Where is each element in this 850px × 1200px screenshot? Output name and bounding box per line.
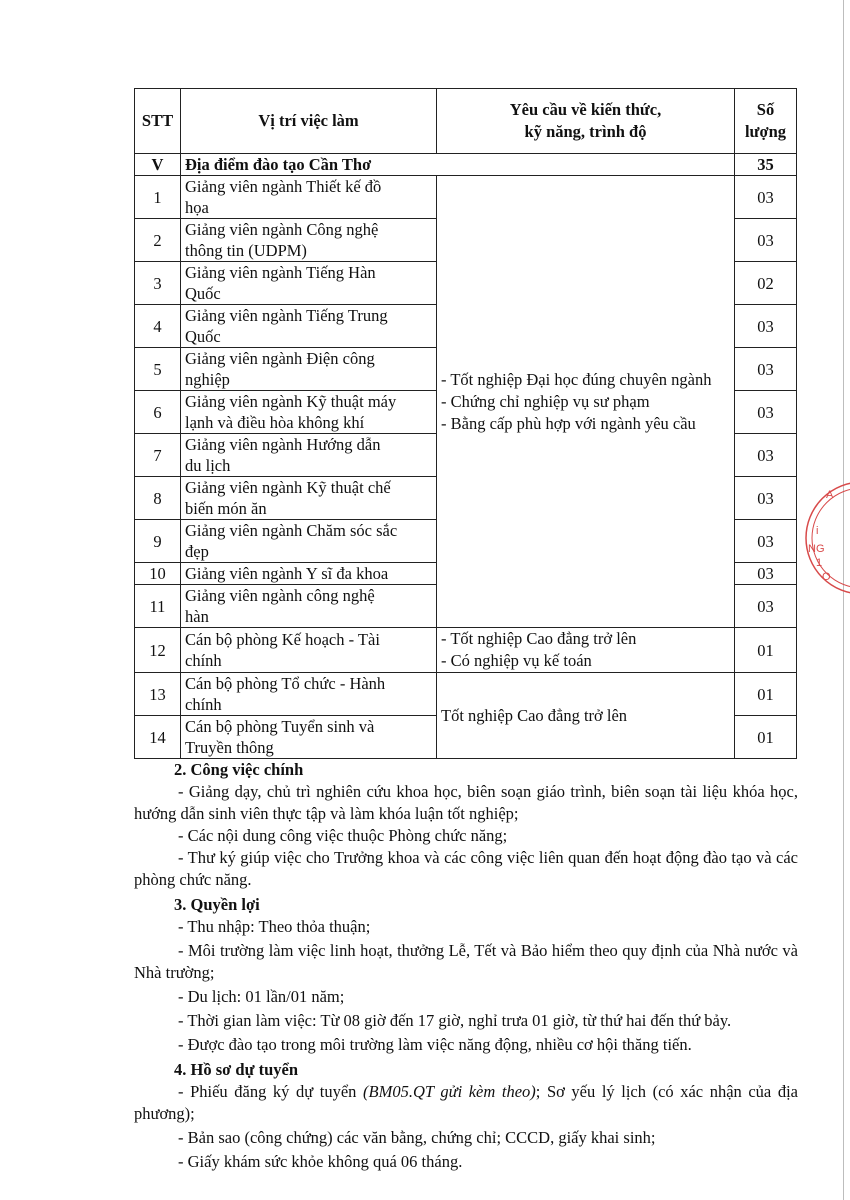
row-position	[181, 305, 437, 348]
row-stt: 5	[135, 348, 181, 391]
form-reference: (BM05.QT gửi kèm theo)	[363, 1082, 536, 1101]
position-line1: Giảng viên ngành Hướng dẫn	[185, 435, 381, 454]
row-quantity: 03	[735, 585, 797, 628]
requirement-line: - Tốt nghiệp Đại học đúng chuyên ngành	[441, 369, 712, 389]
position-line2: chính	[185, 695, 222, 714]
position-line2: thông tin (UDPM)	[185, 241, 307, 260]
document-item	[134, 1081, 798, 1125]
requirements-group-lecturers	[437, 176, 735, 628]
stamp-text-ng: NG	[808, 543, 825, 555]
row-quantity: 03	[735, 391, 797, 434]
table-row	[135, 673, 797, 716]
section-row	[135, 154, 797, 176]
stamp-text-one: 1	[816, 557, 823, 569]
benefit-item: - Được đào tạo trong môi trường làm việc năng động, nhiều cơ hội thăng tiến.	[178, 1035, 692, 1054]
position-line2: biến món ăn	[185, 499, 267, 518]
header-quantity	[735, 89, 797, 154]
row-position	[181, 628, 437, 673]
benefit-item: - Du lịch: 01 lần/01 năm;	[178, 987, 345, 1006]
position-line2: chính	[185, 651, 222, 670]
row-position	[181, 348, 437, 391]
row-position	[181, 219, 437, 262]
header-stt: STT	[135, 89, 181, 154]
row-position	[181, 176, 437, 219]
document-item: - Giấy khám sức khỏe không quá 06 tháng.	[178, 1152, 463, 1171]
row-stt: 1	[135, 176, 181, 219]
row-quantity: 03	[735, 563, 797, 585]
row-stt: 6	[135, 391, 181, 434]
header-requirements-line1: Yêu cầu về kiến thức,	[509, 100, 662, 119]
requirement-line: - Tốt nghiệp Cao đẳng trở lên	[441, 629, 637, 648]
work-item: - Các nội dung công việc thuộc Phòng chức năng;	[178, 826, 508, 845]
row-stt: 7	[135, 434, 181, 477]
requirement-line: - Bằng cấp phù hợp với ngành yêu cầu	[441, 413, 696, 433]
position-line2: hàn	[185, 607, 209, 626]
row-stt: 4	[135, 305, 181, 348]
row-stt: 11	[135, 585, 181, 628]
red-seal-stamp	[804, 468, 850, 608]
position-line2: đẹp	[185, 542, 209, 561]
requirement-line: - Có nghiệp vụ kế toán	[441, 651, 592, 670]
stamp-text-a: A	[826, 489, 834, 501]
row-position	[181, 520, 437, 563]
benefit-item: - Thời gian làm việc: Từ 08 giờ đến 17 giờ, nghỉ trưa 01 giờ, từ thứ hai đến thứ bảy.	[178, 1011, 732, 1030]
header-position: Vị trí việc làm	[181, 89, 437, 154]
document-item: - Bản sao (công chứng) các văn bằng, chứng chỉ; CCCD, giấy khai sinh;	[178, 1128, 656, 1147]
document-body	[134, 759, 798, 1173]
position-line1: Cán bộ phòng Tổ chức - Hành	[185, 674, 386, 693]
row-quantity: 03	[735, 520, 797, 563]
header-requirements-line2: kỹ năng, trình độ	[524, 122, 647, 141]
table-row	[135, 176, 797, 219]
row-position	[181, 673, 437, 716]
section-quantity: 35	[735, 154, 797, 176]
row-quantity: 03	[735, 305, 797, 348]
position-line1: Giảng viên ngành công nghệ	[185, 586, 375, 605]
requirements-group-finance	[437, 628, 735, 673]
row-stt: 9	[135, 520, 181, 563]
benefit-item: - Môi trường làm việc linh hoạt, thưởng Lễ, Tết và Bảo hiểm theo quy định của Nhà nước và Nhà trường;	[134, 941, 798, 982]
position-line1: Cán bộ phòng Kế hoạch - Tài	[185, 630, 380, 649]
row-quantity: 01	[735, 628, 797, 673]
section-title: Địa điểm đào tạo Cần Thơ	[181, 154, 735, 176]
position-line2: họa	[185, 198, 209, 217]
row-quantity: 02	[735, 262, 797, 305]
position-line1: Giảng viên ngành Chăm sóc sắc	[185, 521, 398, 540]
row-stt: 2	[135, 219, 181, 262]
row-stt: 12	[135, 628, 181, 673]
stamp-text-o: O	[822, 571, 831, 583]
benefit-item: - Thu nhập: Theo thỏa thuận;	[178, 917, 371, 936]
requirements-group-staff: Tốt nghiệp Cao đẳng trở lên	[437, 673, 735, 759]
position-line1: Giảng viên ngành Điện công	[185, 349, 375, 368]
row-position	[181, 434, 437, 477]
work-item: - Thư ký giúp việc cho Trưởng khoa và các công việc liên quan đến hoạt động đào tạo và các phòng chức năng.	[134, 848, 798, 889]
section-heading-benefits: 3. Quyền lợi	[174, 895, 260, 914]
row-quantity: 01	[735, 673, 797, 716]
position-line1: Giảng viên ngành Kỹ thuật máy	[185, 392, 397, 411]
requirement-line: - Chứng chỉ nghiệp vụ sư phạm	[441, 391, 650, 411]
table-row	[135, 628, 797, 673]
position-line1: Giảng viên ngành Tiếng Trung	[185, 306, 388, 325]
row-position	[181, 585, 437, 628]
header-quantity-line2: lượng	[744, 122, 787, 141]
position-line2: Quốc	[185, 284, 221, 303]
row-quantity: 03	[735, 477, 797, 520]
row-quantity: 01	[735, 716, 797, 759]
stamp-text-i: i	[816, 525, 819, 537]
position-line1: Giảng viên ngành Thiết kế đồ	[185, 177, 382, 196]
work-item: - Giảng dạy, chủ trì nghiên cứu khoa học, biên soạn giáo trình, biên soạn tài liệu khóa học, hướng dẫn sinh viên thực tập và làm khóa luận tốt nghiệp;	[134, 782, 798, 823]
section-stt: V	[135, 154, 181, 176]
row-quantity: 03	[735, 434, 797, 477]
row-stt: 8	[135, 477, 181, 520]
position-line2: Quốc	[185, 327, 221, 346]
position-line2: nghiệp	[185, 370, 230, 389]
position-line1: Giảng viên ngành Công nghệ	[185, 220, 379, 239]
row-stt: 3	[135, 262, 181, 305]
row-position	[181, 563, 437, 585]
row-quantity: 03	[735, 176, 797, 219]
row-position	[181, 716, 437, 759]
header-quantity-line1: Số	[756, 100, 775, 119]
row-stt: 10	[135, 563, 181, 585]
position-line2: du lịch	[185, 456, 231, 475]
row-stt: 13	[135, 673, 181, 716]
document-item-text: ; Sơ yếu lý lịch (có xác nhận của địa phương);	[134, 1082, 798, 1123]
position-line1: Cán bộ phòng Tuyển sinh và	[185, 717, 375, 736]
position-line2: lạnh và điều hòa không khí	[185, 413, 365, 432]
recruitment-table	[134, 88, 797, 759]
section-heading-work: 2. Công việc chính	[174, 760, 304, 779]
position-line1: Giảng viên ngành Tiếng Hàn	[185, 263, 376, 282]
row-quantity: 03	[735, 348, 797, 391]
position-line1: Giảng viên ngành Kỹ thuật chế	[185, 478, 391, 497]
position-line1: Giảng viên ngành Y sĩ đa khoa	[185, 564, 389, 583]
row-stt: 14	[135, 716, 181, 759]
header-requirements	[437, 89, 735, 154]
section-heading-documents: 4. Hồ sơ dự tuyển	[174, 1060, 299, 1079]
table-header-row	[135, 89, 797, 154]
document-item-text: - Phiếu đăng ký dự tuyển	[178, 1082, 363, 1101]
row-position	[181, 391, 437, 434]
row-position	[181, 262, 437, 305]
row-quantity: 03	[735, 219, 797, 262]
position-line2: Truyền thông	[185, 738, 274, 757]
row-position	[181, 477, 437, 520]
